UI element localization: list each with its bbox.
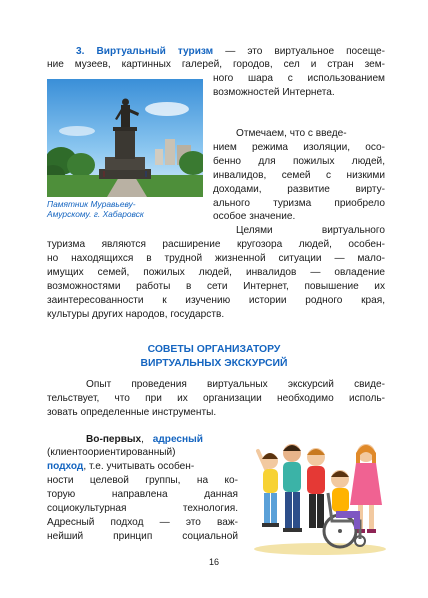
section3-line-3: ного шара с использованием — [213, 73, 385, 84]
para4-line-4: ности целевой группы, на ко- — [47, 475, 238, 486]
para4-line-1 — [86, 433, 203, 446]
section-heading-line-1: СОВЕТЫ ОРГАНИЗАТОРУ — [147, 344, 281, 355]
section3-line-2: ние музеев, картинных галерей, городов, сел и стран зем- — [47, 59, 385, 70]
para4-line-7: Адресный подход — это важ- — [47, 517, 238, 528]
photo-caption-line-1: Памятник Муравьеву- — [47, 199, 136, 209]
page-number: 16 — [208, 557, 219, 567]
para4-line-3 — [47, 460, 194, 473]
para2-line-7: особое значение. — [213, 211, 296, 222]
para2-line-8: Целями виртуального — [236, 225, 385, 236]
para3-line-2: тельствует, что при их организации необходимо исполь- — [47, 393, 385, 404]
section3-title: Виртуальный туризм — [96, 46, 214, 57]
para4-line-5: торую направлена данная — [47, 489, 238, 500]
para4-line-8: нейший принцип социальной — [47, 531, 238, 542]
para3-line-3: зовать определенные инструменты. — [47, 407, 217, 418]
para4-podhod-term: подход — [47, 461, 84, 472]
section3-line-4: возможностей Интернета. — [213, 87, 335, 98]
para2-line-2: нием режима изоляции, осо- — [213, 142, 385, 153]
para4-line-2: (клиентоориентированный) — [47, 447, 176, 458]
people-illustration — [248, 431, 390, 557]
para4-comma: , — [141, 434, 144, 445]
para2-line-1: Отмечаем, что с введе- — [236, 128, 347, 139]
monument-photo — [47, 79, 203, 197]
para4-line-3-rest: , т.е. учитывать особен- — [83, 461, 195, 472]
para2-line-10: но находящихся в трудной жизненной ситуации — мало- — [47, 253, 385, 264]
section-heading-line-2: ВИРТУАЛЬНЫХ ЭКСКУРСИЙ — [140, 358, 288, 369]
para2-line-9: туризма являются расширение кругозора людей, особен- — [47, 239, 385, 250]
para2-line-14: культуры других народов, государств. — [47, 309, 225, 320]
para4-addr-term: адресный — [152, 434, 203, 445]
para4-line-6: социокультурная технология. — [47, 503, 238, 514]
para4-first-bold: Во-первых — [86, 434, 142, 445]
section3-number: 3. — [76, 46, 85, 57]
para2-line-3: бенно для пожилых людей, — [213, 156, 385, 167]
section3-line-1 — [76, 45, 385, 58]
para2-line-11: имущих семей, пожилых людей, инвалидов — овладение — [47, 267, 385, 278]
para2-line-12: возможностями работы в сети Интернет, повышение их — [47, 281, 385, 292]
para2-line-6: ального туризма приобрело — [213, 198, 385, 209]
para3-line-1: Опыт проведения виртуальных экскурсий свиде- — [86, 379, 385, 390]
photo-caption-line-2: Амурскому. г. Хабаровск — [47, 209, 144, 219]
para2-line-4: инвалидов, семей с низкими — [213, 170, 385, 181]
section3-text-1: — это виртуальное посеще- — [225, 46, 385, 57]
para2-line-5: доходами, развитие вирту- — [213, 184, 385, 195]
para2-line-13: заинтересованности к изучению истории родного края, — [47, 295, 385, 306]
